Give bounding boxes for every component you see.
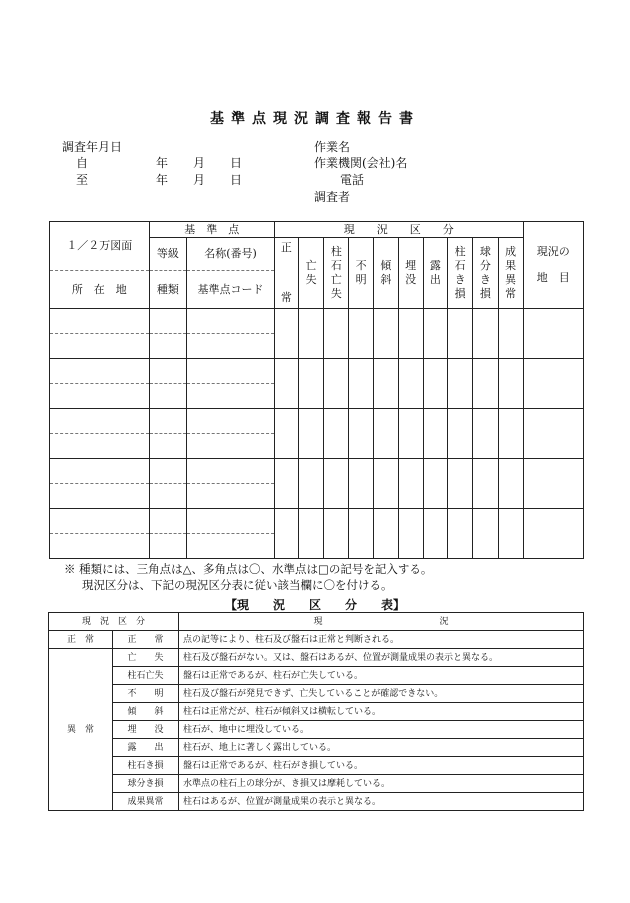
- status-col-char: 常: [280, 291, 292, 304]
- legend-row-label: 傾 斜: [113, 703, 179, 721]
- status-col-char: 異: [505, 273, 517, 286]
- entry-cell[interactable]: [187, 459, 275, 484]
- legend-row-desc: 柱石はあるが、位置が測量成果の表示と異なる。: [179, 793, 584, 811]
- entry-cell[interactable]: [50, 334, 150, 359]
- entry-cell[interactable]: [398, 359, 423, 409]
- entry-row: [50, 309, 584, 334]
- grade-header: 等級: [149, 238, 187, 271]
- legend-row: [49, 685, 584, 703]
- entry-cell[interactable]: [187, 384, 275, 409]
- entry-cell[interactable]: [149, 309, 187, 334]
- entry-cell[interactable]: [373, 309, 398, 359]
- entry-cell[interactable]: [473, 409, 499, 459]
- entry-cell[interactable]: [298, 459, 324, 509]
- entry-cell[interactable]: [274, 509, 298, 559]
- legend-row-label: 球分き損: [113, 775, 179, 793]
- to-year-label: 年: [156, 173, 169, 187]
- entry-cell[interactable]: [398, 459, 423, 509]
- entry-cell[interactable]: [448, 359, 473, 409]
- legend-row-label: 柱石亡失: [113, 667, 179, 685]
- legend-row-label: 亡 失: [113, 649, 179, 667]
- legend-row-label: 不 明: [113, 685, 179, 703]
- status-col-char: 埋: [405, 259, 417, 272]
- entry-cell[interactable]: [349, 359, 374, 409]
- entry-cell[interactable]: [448, 409, 473, 459]
- status-col-2: [324, 238, 349, 309]
- status-col-char: 傾: [380, 259, 392, 272]
- legend-row-desc: 柱石及び盤石がない。又は、盤石はあるが、位置が測量成果の表示と異なる。: [179, 649, 584, 667]
- entry-cell[interactable]: [448, 459, 473, 509]
- entry-cell[interactable]: [349, 509, 374, 559]
- status-col-char: 失: [305, 273, 317, 286]
- legend-row-desc: 柱石は正常だが、柱石が傾斜又は横転している。: [179, 703, 584, 721]
- entry-cell[interactable]: [423, 409, 448, 459]
- status-col-char: 明: [355, 273, 367, 286]
- status-col-char: 失: [330, 287, 342, 300]
- name-number-header: 名称(番号): [187, 238, 275, 271]
- status-col-char: 球: [479, 245, 491, 258]
- entry-cell[interactable]: [498, 459, 523, 509]
- entry-cell[interactable]: [498, 359, 523, 409]
- legend-row: [49, 757, 584, 775]
- entry-cell[interactable]: [324, 459, 349, 509]
- entry-cell[interactable]: [523, 409, 583, 459]
- from-month-label: 月: [193, 156, 206, 170]
- entry-cell[interactable]: [149, 409, 187, 434]
- legend-row: [49, 721, 584, 739]
- status-col-3: [349, 238, 374, 309]
- entry-cell[interactable]: [373, 509, 398, 559]
- legend-row-label: 成果異常: [113, 793, 179, 811]
- legend-row: [49, 793, 584, 811]
- legend-normal-sub: 正 常: [113, 631, 179, 649]
- entry-cell[interactable]: [448, 509, 473, 559]
- legend-row-label: 埋 没: [113, 721, 179, 739]
- legend-row-label: 柱石き損: [113, 757, 179, 775]
- entry-cell[interactable]: [50, 484, 150, 509]
- entry-cell[interactable]: [149, 509, 187, 534]
- entry-cell[interactable]: [473, 359, 499, 409]
- entry-cell[interactable]: [349, 459, 374, 509]
- survey-date-label: 調査年月日: [62, 140, 123, 154]
- to-day-label: 日: [230, 173, 243, 187]
- current-land-use-header: 現況の 地 目: [523, 222, 583, 309]
- entry-cell[interactable]: [187, 309, 275, 334]
- legend-normal-label: 正 常: [49, 631, 113, 649]
- benchmark-group-header: 基 準 点: [149, 222, 274, 238]
- entry-cell[interactable]: [373, 359, 398, 409]
- status-col-6: [423, 238, 448, 309]
- legend-row: [49, 703, 584, 721]
- entry-cell[interactable]: [398, 409, 423, 459]
- surveyor-label: 調査者: [314, 190, 351, 204]
- legend-row: [49, 775, 584, 793]
- entry-cell[interactable]: [187, 534, 275, 559]
- status-col-9: [498, 238, 523, 309]
- location-header: 所 在 地: [50, 271, 150, 309]
- status-col-1: [298, 238, 324, 309]
- entry-cell[interactable]: [187, 359, 275, 384]
- entry-cell[interactable]: [373, 459, 398, 509]
- entry-cell[interactable]: [473, 309, 499, 359]
- legend-normal-desc: 点の記等により、柱石及び盤石は正常と判断される。: [179, 631, 584, 649]
- entry-cell[interactable]: [498, 409, 523, 459]
- code-header: 基準点コード: [187, 271, 275, 309]
- to-month-label: 月: [193, 173, 206, 187]
- entry-cell[interactable]: [423, 309, 448, 359]
- legend-row-desc: 盤石は正常であるが、柱石が亡失している。: [179, 667, 584, 685]
- status-col-char: 石: [454, 259, 466, 272]
- status-col-char: 没: [405, 273, 417, 286]
- legend-row-desc: 柱石及び盤石が発見できず、亡失していることが確認できない。: [179, 685, 584, 703]
- status-group-header: 現 況 区 分: [274, 222, 523, 238]
- entry-cell[interactable]: [324, 309, 349, 359]
- status-col-char: 亡: [330, 273, 342, 286]
- entry-cell[interactable]: [149, 384, 187, 409]
- entry-cell[interactable]: [298, 309, 324, 359]
- entry-cell[interactable]: [349, 409, 374, 459]
- entry-cell[interactable]: [274, 359, 298, 409]
- entry-cell[interactable]: [448, 309, 473, 359]
- status-col-char: き: [479, 273, 491, 286]
- status-col-char: 出: [429, 273, 441, 286]
- entry-cell[interactable]: [423, 509, 448, 559]
- entry-cell[interactable]: [298, 509, 324, 559]
- legend-row-desc: 柱石が、地上に著しく露出している。: [179, 739, 584, 757]
- entry-cell[interactable]: [50, 459, 150, 484]
- entry-cell[interactable]: [149, 334, 187, 359]
- entry-cell[interactable]: [274, 309, 298, 359]
- entry-row: [50, 459, 584, 484]
- status-col-char: 亡: [305, 259, 317, 272]
- phone-label: 電話: [340, 173, 365, 187]
- entry-cell[interactable]: [274, 409, 298, 459]
- legend-row-label: 露 出: [113, 739, 179, 757]
- status-col-7: [448, 238, 473, 309]
- from-day-label: 日: [230, 156, 243, 170]
- entry-cell[interactable]: [423, 359, 448, 409]
- entry-cell[interactable]: [523, 459, 583, 509]
- legend-abnormal-label: 異 常: [49, 649, 113, 811]
- status-col-char: 損: [454, 287, 466, 300]
- legend-row: [49, 649, 584, 667]
- entry-cell[interactable]: [523, 309, 583, 359]
- to-label: 至: [76, 173, 89, 187]
- entry-cell[interactable]: [187, 484, 275, 509]
- entry-cell[interactable]: [324, 509, 349, 559]
- entry-cell[interactable]: [423, 459, 448, 509]
- status-col-char: き: [454, 273, 466, 286]
- entry-cell[interactable]: [274, 459, 298, 509]
- status-col-char: 柱: [330, 245, 342, 258]
- entry-row: [50, 509, 584, 534]
- entry-cell[interactable]: [50, 534, 150, 559]
- note-status: 現況区分は、下記の現況区分表に従い該当欄に〇を付ける。: [82, 578, 393, 592]
- work-org-label: 作業機関(会社)名: [314, 156, 408, 170]
- status-col-char: 損: [479, 287, 491, 300]
- status-col-char: 石: [330, 259, 342, 272]
- entry-cell[interactable]: [498, 309, 523, 359]
- legend-category-header: 現 況 区 分: [49, 613, 179, 631]
- entry-cell[interactable]: [349, 309, 374, 359]
- status-col-char: 分: [479, 259, 491, 272]
- entry-cell[interactable]: [50, 409, 150, 434]
- status-legend-table: [48, 612, 584, 811]
- status-col-char: 露: [429, 259, 441, 272]
- entry-cell[interactable]: [187, 334, 275, 359]
- status-col-char: 常: [505, 287, 517, 300]
- entry-cell[interactable]: [498, 509, 523, 559]
- entry-cell[interactable]: [373, 409, 398, 459]
- legend-row-desc: 水準点の柱石上の球分が、き損又は摩耗している。: [179, 775, 584, 793]
- entry-cell[interactable]: [398, 309, 423, 359]
- entry-row: [50, 359, 584, 384]
- entry-cell[interactable]: [149, 359, 187, 384]
- legend-status-header: 現 況: [179, 613, 584, 631]
- legend-title: 【現 況 区 分 表】: [224, 598, 405, 612]
- legend-row-desc: 柱石が、地中に埋没している。: [179, 721, 584, 739]
- entry-cell[interactable]: [50, 434, 150, 459]
- work-name-label: 作業名: [314, 140, 351, 154]
- entry-cell[interactable]: [149, 484, 187, 509]
- entry-cell[interactable]: [398, 509, 423, 559]
- status-col-char: 斜: [380, 273, 392, 286]
- entry-cell[interactable]: [298, 409, 324, 459]
- entry-cell[interactable]: [149, 459, 187, 484]
- status-col-char: 正: [280, 241, 292, 254]
- entry-cell[interactable]: [50, 309, 150, 334]
- entry-cell[interactable]: [187, 409, 275, 434]
- status-col-char: 柱: [454, 245, 466, 258]
- entry-cell[interactable]: [50, 384, 150, 409]
- from-year-label: 年: [156, 156, 169, 170]
- entry-cell[interactable]: [187, 509, 275, 534]
- status-col-0: [274, 238, 298, 309]
- entry-cell[interactable]: [523, 359, 583, 409]
- map-sheet-header: １／２万図面: [50, 222, 150, 271]
- status-col-4: [373, 238, 398, 309]
- entry-cell[interactable]: [324, 409, 349, 459]
- entry-cell[interactable]: [50, 359, 150, 384]
- entry-cell[interactable]: [523, 509, 583, 559]
- entry-row: [50, 409, 584, 434]
- type-header: 種類: [149, 271, 187, 309]
- status-col-char: 果: [505, 259, 517, 272]
- entry-cell[interactable]: [473, 509, 499, 559]
- legend-row: [49, 739, 584, 757]
- entry-cell[interactable]: [298, 359, 324, 409]
- note-symbols: ※ 種類には、三角点は△、多角点は〇、水準点は□の記号を記入する。: [64, 562, 433, 576]
- entry-cell[interactable]: [149, 434, 187, 459]
- legend-row: [49, 667, 584, 685]
- status-col-char: 不: [355, 259, 367, 272]
- legend-row-desc: 盤石は正常であるが、柱石がき損している。: [179, 757, 584, 775]
- entry-cell[interactable]: [324, 359, 349, 409]
- status-col-8: [473, 238, 499, 309]
- entry-cell[interactable]: [50, 509, 150, 534]
- entry-cell[interactable]: [187, 434, 275, 459]
- report-table: [49, 221, 584, 559]
- form-title: 基準点現況調査報告書: [210, 111, 420, 127]
- status-col-5: [398, 238, 423, 309]
- from-label: 自: [76, 156, 89, 170]
- entry-cell[interactable]: [149, 534, 187, 559]
- status-col-char: 成: [505, 245, 517, 258]
- entry-cell[interactable]: [473, 459, 499, 509]
